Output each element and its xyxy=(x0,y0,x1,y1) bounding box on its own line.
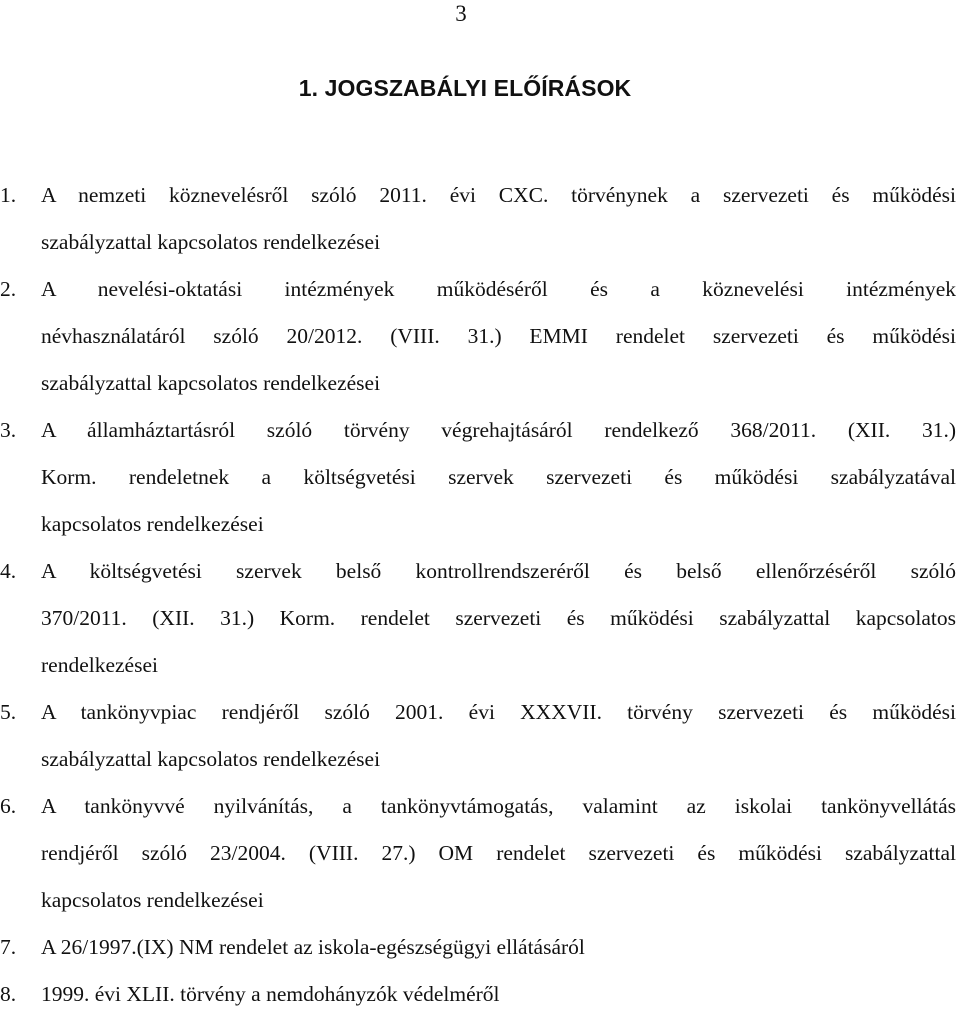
list-item-number: 8. xyxy=(0,982,17,1006)
list-item-text-line: Korm. rendeletnek a költségvetési szervek szervezeti és működési szabályzatával xyxy=(41,465,956,489)
regulation-list-item xyxy=(0,689,956,783)
list-item-text-line: A nemzeti köznevelésről szóló 2011. évi CXC. törvénynek a szervezeti és működési xyxy=(41,183,956,207)
list-item-number: 4. xyxy=(0,559,17,583)
list-item-number: 1. xyxy=(0,183,17,207)
list-item-text-line: A nevelési-oktatási intézmények működéséről és a köznevelési intézmények xyxy=(41,277,956,301)
regulation-list xyxy=(0,172,960,1018)
list-item-text-line: rendelkezései xyxy=(41,653,158,677)
list-item-number: 7. xyxy=(0,935,17,959)
list-item-number: 5. xyxy=(0,700,17,724)
regulation-list-item xyxy=(0,548,956,689)
section-heading: 1. JOGSZABÁLYI ELŐÍRÁSOK xyxy=(298,75,632,101)
list-item-text-line: szabályzattal kapcsolatos rendelkezései xyxy=(41,371,381,395)
page-number: 3 xyxy=(455,1,467,26)
list-item-text-line: A államháztartásról szóló törvény végrehajtásáról rendelkező 368/2011. (XII. 31.) xyxy=(41,418,956,442)
regulation-list-item xyxy=(0,783,956,924)
regulation-list-item xyxy=(0,924,956,971)
list-item-text-line: A tankönyvpiac rendjéről szóló 2001. évi XXXVII. törvény szervezeti és működési xyxy=(41,700,956,724)
list-item-text-line: névhasználatáról szóló 20/2012. (VIII. 31.) EMMI rendelet szervezeti és működési xyxy=(41,324,956,348)
list-item-text-line: 370/2011. (XII. 31.) Korm. rendelet szervezeti és működési szabályzattal kapcsolatos xyxy=(41,606,956,630)
list-item-number: 6. xyxy=(0,794,17,818)
list-item-number: 2. xyxy=(0,277,17,301)
list-item-text-line: kapcsolatos rendelkezései xyxy=(41,512,264,536)
regulation-list-item xyxy=(0,266,956,407)
list-item-text-line: A 26/1997.(IX) NM rendelet az iskola-egészségügyi ellátásáról xyxy=(41,935,585,959)
list-item-text-line: kapcsolatos rendelkezései xyxy=(41,888,264,912)
list-item-text-line: rendjéről szóló 23/2004. (VIII. 27.) OM rendelet szervezeti és működési szabályzattal xyxy=(41,841,956,865)
list-item-number: 3. xyxy=(0,418,17,442)
list-item-text-line: A tankönyvvé nyilvánítás, a tankönyvtámogatás, valamint az iskolai tankönyvellátás xyxy=(41,794,956,818)
list-item-text-line: szabályzattal kapcsolatos rendelkezései xyxy=(41,230,381,254)
regulation-list-item xyxy=(0,971,956,1018)
list-item-text-line: szabályzattal kapcsolatos rendelkezései xyxy=(41,747,381,771)
list-item-text-line: A költségvetési szervek belső kontrollrendszeréről és belső ellenőrzéséről szóló xyxy=(41,559,956,583)
regulation-list-item xyxy=(0,407,956,548)
regulation-list-item xyxy=(0,172,956,266)
list-item-text-line: 1999. évi XLII. törvény a nemdohányzók védelméről xyxy=(41,982,500,1006)
